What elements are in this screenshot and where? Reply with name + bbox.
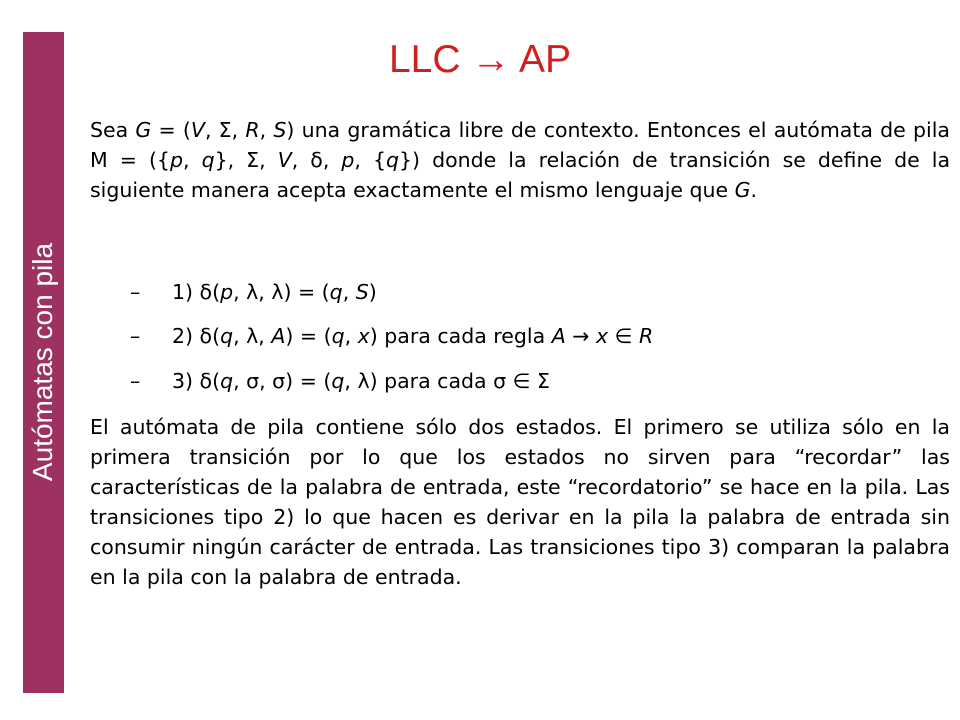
sidebar-label: Autómatas con pila bbox=[27, 242, 58, 482]
rule-item-3: – 3) δ(q, σ, σ) = (q, λ) para cada σ ∈ Σ bbox=[130, 369, 550, 393]
closing-paragraph: El autómata de pila contiene sólo dos estados. El primero se utiliza sólo en la primera transición por lo que los estados no sirven para “recordar” las características de la palabra de entrada, este “recordatorio” se hace en la pila. Las transiciones tipo 2) lo que hacen es derivar en la pila la palabra de entrada sin consumir ningún carácter de entrada. Las transiciones tipo 3) comparan la palabra en la pila con la palabra de entrada. bbox=[90, 415, 950, 589]
slide-title: LLC → AP bbox=[388, 38, 572, 81]
intro-paragraph: Sea G = (V, Σ, R, S) una gramática libre de contexto. Entonces el autómata de pila M = ({p, q}, Σ, V, δ, p, {q}) donde la relación de transición se define de la siguiente manera acepta exactamente el mismo lenguaje que G. bbox=[90, 118, 951, 202]
rule-item-2: – 2) δ(q, λ, A) = (q, x) para cada regla A → x ∈ R bbox=[130, 324, 654, 348]
rule-item-1: – 1) δ(p, λ, λ) = (q, S) bbox=[130, 280, 377, 304]
arrow-icon: → bbox=[471, 38, 511, 81]
